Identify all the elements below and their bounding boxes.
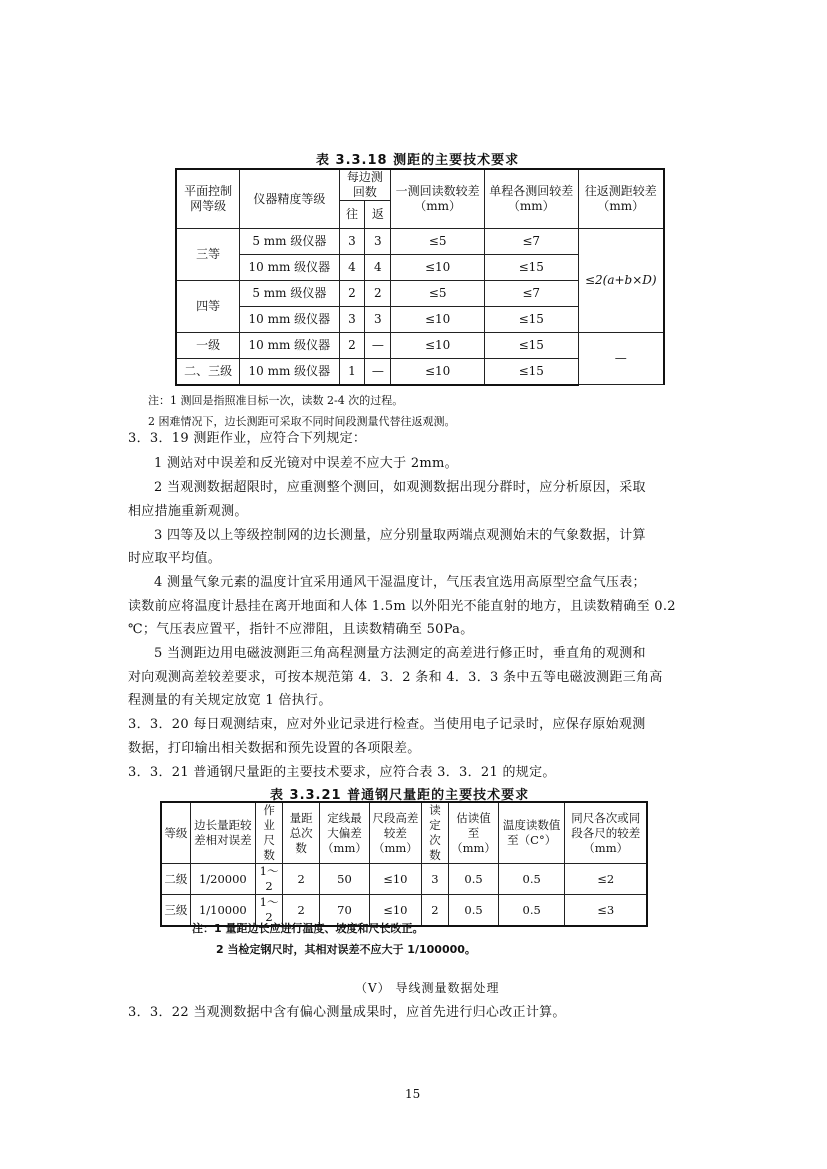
clause-heading: 3．3．20 每日观测结束，应对外业记录进行检查。当使用电子记录时，应保存原始观测 — [128, 717, 646, 732]
table-cell: 0.5 — [449, 895, 499, 927]
instrument-cell: 10 mm 级仪器 — [240, 333, 339, 359]
paragraph-line: 数据，打印输出相关数据和预先设置的各项限差。 — [128, 741, 421, 756]
grade-cell: 三等 — [176, 229, 240, 281]
paragraph-line: ℃；气压表应置平，指针不应滞阻，且读数精确至 50Pa。 — [128, 622, 474, 637]
paragraph-line: 对向观测高差较差要求，可按本规范第 4．3．2 条和 4．3．3 条中五等电磁波测距三角高 — [128, 670, 663, 685]
table-cell: 0.5 — [498, 895, 564, 927]
read-diff-cell: ≤10 — [391, 333, 485, 359]
table-cell: 70 — [319, 895, 369, 927]
clause-heading: 3．3．21 普通钢尺量距的主要技术要求，应符合表 3．3．21 的规定。 — [128, 765, 556, 780]
header-read-diff: 一测回读数较差（mm） — [391, 169, 485, 229]
go-cell: 2 — [339, 281, 365, 307]
table-3-3-21 — [160, 801, 648, 927]
header-return-diff: 往返测距较差（mm） — [578, 169, 664, 229]
header-back: 返 — [365, 201, 391, 229]
table-cell: 1/20000 — [190, 864, 255, 895]
table-cell: 0.5 — [449, 864, 499, 895]
read-diff-cell: ≤5 — [391, 281, 485, 307]
table-cell: 三级 — [161, 895, 190, 927]
paragraph-line: 3 四等及以上等级控制网的边长测量，应分别量取两端点观测始末的气象数据，计算 — [154, 528, 646, 543]
header-cell: 量距总次数 — [283, 802, 320, 864]
grade-cell: 四等 — [176, 281, 240, 333]
table-note: 注：1 量距边长应进行温度、坡度和尺长改正。 — [192, 922, 424, 935]
header-cell: 边长量距较差相对误差 — [190, 802, 255, 864]
round-diff-cell: ≤7 — [484, 229, 578, 255]
instrument-cell: 10 mm 级仪器 — [240, 359, 339, 385]
header-cell: 作业尺数 — [255, 802, 282, 864]
header-instrument: 仪器精度等级 — [240, 169, 339, 229]
paragraph-line: 4 测量气象元素的温度计宜采用通风干湿温度计，气压表宜选用高原型空盒气压表； — [154, 575, 646, 590]
header-cell: 定线最大偏差（mm） — [319, 802, 369, 864]
header-cell: 读定次数 — [421, 802, 448, 864]
read-diff-cell: ≤10 — [391, 359, 485, 385]
header-cell: 温度读数值至（C°） — [498, 802, 564, 864]
table-3-3-21-caption: 表 3.3.21 普通钢尺量距的主要技术要求 — [270, 788, 530, 803]
header-grade: 平面控制网等级 — [176, 169, 240, 229]
round-diff-cell: ≤15 — [484, 255, 578, 281]
paragraph-line: 2 当观测数据超限时，应重测整个测回，如观测数据出现分群时，应分析原因，采取 — [154, 480, 646, 495]
go-cell: 4 — [339, 255, 365, 281]
table-cell: ≤10 — [369, 895, 421, 927]
go-cell: 3 — [339, 229, 365, 255]
table-cell: 2 — [421, 895, 448, 927]
paragraph-line: 程测量的有关规定放宽 1 倍执行。 — [128, 693, 332, 708]
paragraph-line: 1 测站对中误差和反光镜对中误差不应大于 2mm。 — [154, 456, 458, 471]
table-cell: 2 — [283, 895, 320, 927]
table-cell: 2 — [283, 864, 320, 895]
back-cell: 3 — [365, 307, 391, 333]
table-note: 注：1 测回是指照准目标一次，读数 2-4 次的过程。 — [148, 394, 404, 407]
instrument-cell: 5 mm 级仪器 — [240, 281, 339, 307]
page-number: 15 — [405, 1087, 421, 1101]
read-diff-cell: ≤10 — [391, 307, 485, 333]
header-cell: 同尺各次或同段各尺的较差（mm） — [565, 802, 647, 864]
round-diff-cell: ≤7 — [484, 281, 578, 307]
table-cell: ≤2 — [565, 864, 647, 895]
header-go: 往 — [339, 201, 365, 229]
grade-cell: 一级 — [176, 333, 240, 359]
back-cell: 4 — [365, 255, 391, 281]
table-cell: 3 — [421, 864, 448, 895]
return-diff-formula: ≤2(a+b×D) — [578, 229, 664, 333]
header-rounds: 每边测回数 — [339, 169, 391, 201]
round-diff-cell: ≤15 — [484, 359, 578, 385]
header-round-diff: 单程各测回较差（mm） — [484, 169, 578, 229]
back-cell: — — [365, 333, 391, 359]
paragraph-line: 读数前应将温度计悬挂在离开地面和人体 1.5m 以外阳光不能直射的地方，且读数精确至 0.2 — [128, 599, 676, 614]
header-cell: 等级 — [161, 802, 190, 864]
back-cell: 2 — [365, 281, 391, 307]
table-cell: 1～2 — [255, 895, 282, 927]
back-cell: — — [365, 359, 391, 385]
round-diff-cell: ≤15 — [484, 307, 578, 333]
paragraph-line: 时应取平均值。 — [128, 551, 222, 566]
clause-heading: 3．3．19 测距作业，应符合下列规定： — [128, 431, 367, 446]
header-cell: 尺段高差较差（mm） — [369, 802, 421, 864]
go-cell: 1 — [339, 359, 365, 385]
header-cell: 估读值至（mm） — [449, 802, 499, 864]
go-cell: 2 — [339, 333, 365, 359]
grade-cell: 二、三级 — [176, 359, 240, 385]
return-diff-dash: — — [578, 333, 664, 385]
go-cell: 3 — [339, 307, 365, 333]
table-cell: 二级 — [161, 864, 190, 895]
instrument-cell: 10 mm 级仪器 — [240, 307, 339, 333]
table-note: 2 当检定钢尺时，其相对误差不应大于 1/100000。 — [216, 943, 476, 956]
table-3-3-18-caption: 表 3.3.18 测距的主要技术要求 — [316, 153, 520, 168]
instrument-cell: 10 mm 级仪器 — [240, 255, 339, 281]
table-cell: 1～2 — [255, 864, 282, 895]
back-cell: 3 — [365, 229, 391, 255]
table-cell: ≤10 — [369, 864, 421, 895]
paragraph-line: 5 当测距边用电磁波测距三角高程测量方法测定的高差进行修正时，垂直角的观测和 — [154, 646, 646, 661]
round-diff-cell: ≤15 — [484, 333, 578, 359]
table-cell: 0.5 — [498, 864, 564, 895]
read-diff-cell: ≤10 — [391, 255, 485, 281]
table-cell: 50 — [319, 864, 369, 895]
paragraph-line: 相应措施重新观测。 — [128, 504, 248, 519]
table-3-3-18 — [175, 168, 665, 386]
clause-heading: 3．3．22 当观测数据中含有偏心测量成果时，应首先进行归心改正计算。 — [128, 1005, 566, 1020]
table-note: 2 困难情况下，边长测距可采取不同时间段测量代替往返观测。 — [148, 415, 456, 428]
section-heading: （Ⅴ） 导线测量数据处理 — [355, 981, 500, 995]
read-diff-cell: ≤5 — [391, 229, 485, 255]
table-cell: 1/10000 — [190, 895, 255, 927]
instrument-cell: 5 mm 级仪器 — [240, 229, 339, 255]
table-cell: ≤3 — [565, 895, 647, 927]
